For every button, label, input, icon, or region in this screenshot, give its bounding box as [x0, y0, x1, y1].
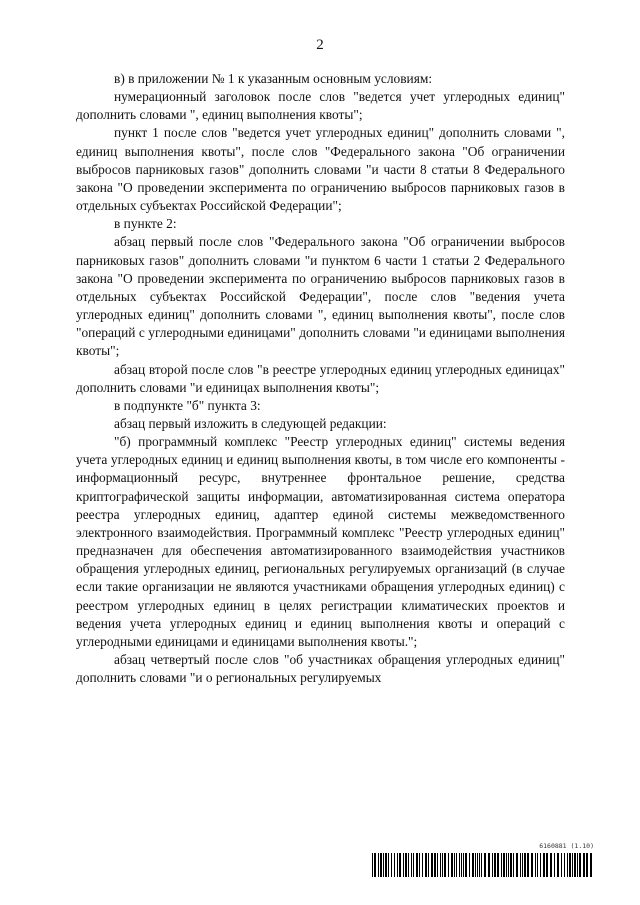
paragraph: в) в приложении № 1 к указанным основным условиям: — [114, 71, 433, 86]
paragraph: абзац первый изложить в следующей редакции: — [114, 415, 387, 431]
document-code: 6160881 (1.10) — [539, 842, 594, 850]
paragraph: абзац второй после слов "в реестре углеродных единиц углеродных единицах" дополнить словами "и единицах выполнения квоты"; — [76, 361, 565, 395]
paragraph: абзац первый после слов "Федерального закона "Об ограничении выбросов парниковых газов" дополнить словами "и пунктом 6 части 1 статьи 2 Федерального закона "О проведении эксперимента по ограничению выбросов парниковых газов в отдельных субъектах Российской Федерации", после слов "ведения учета углеродных единиц" дополнить словами ", единиц выполнения квоты", после слов "операций с углеродными единицами" дополнить словами "и единицами выполнения квоты"; — [76, 234, 565, 359]
paragraph: нумерационный заголовок после слов "ведется учет углеродных единиц" дополнить словами ", единиц выполнения квоты"; — [76, 89, 565, 123]
paragraph: в подпункте "б" пункта 3: — [114, 397, 261, 413]
barcode — [372, 853, 594, 877]
paragraph: абзац четвертый после слов "об участниках обращения углеродных единиц" дополнить словами "и о региональных регулируемых — [76, 652, 565, 686]
paragraph: "б) программный комплекс "Реестр углеродных единиц" системы ведения учета углеродных единиц и единиц выполнения квоты, в том числе его компоненты - информационный ресурс, внутреннее фронтальное решение, средства криптографической защиты информации, автоматизированная система оператора реестра углеродных единиц, адаптер единой системы межведомственного электронного взаимодействия. Программный комплекс "Реестр углеродных единиц" предназначен для обеспечения автоматизированного взаимодействия участников обращения углеродных единиц, региональных регулируемых организаций (в случае если такие организации не являются участниками обращения углеродных единиц) с реестром углеродных единиц в целях регистрации климатических проектов и ведения учета углеродных единиц и единиц выполнения квоты и операций с углеродными единицами и единицами выполнения квоты."; — [76, 434, 565, 649]
paragraph: в пункте 2: — [114, 216, 177, 232]
page-number: 2 — [316, 37, 324, 53]
document-body — [76, 70, 565, 687]
paragraph: пункт 1 после слов "ведется учет углеродных единиц" дополнить словами ", единиц выполнения квоты", после слов "Федерального закона "Об ограничении выбросов парниковых газов" дополнить словами "и части 8 статьи 8 Федерального закона "О проведении эксперимента по ограничению выбросов парниковых газов в отдельных субъектах Российской Федерации"; — [76, 125, 565, 214]
